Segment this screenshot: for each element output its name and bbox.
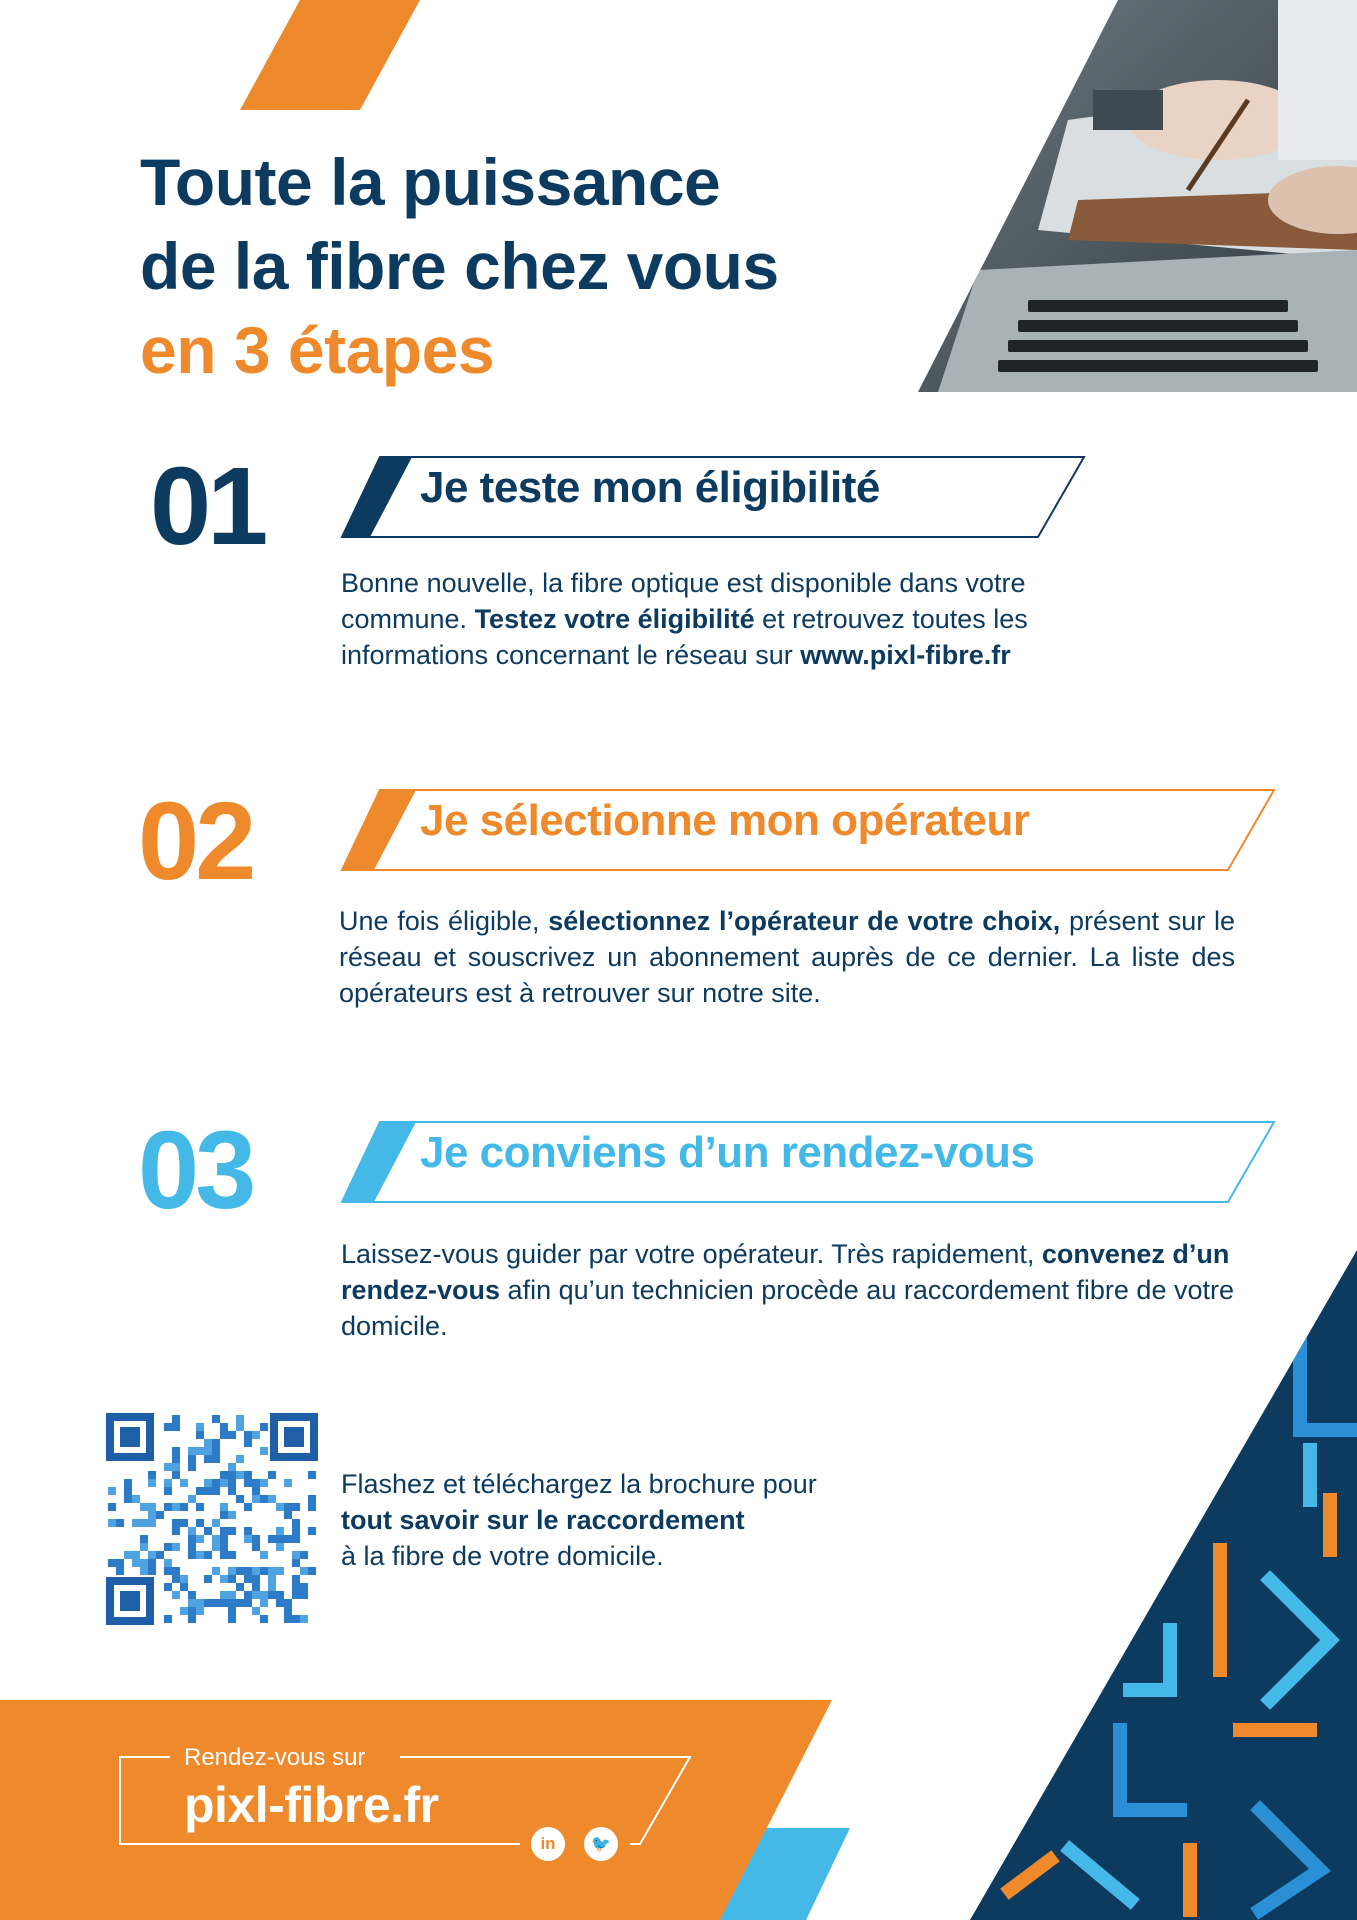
step-3-number: 03 — [138, 1109, 253, 1232]
twitter-icon[interactable]: 🐦 — [584, 1827, 618, 1861]
step-2-title: Je sélectionne mon opérateur — [420, 796, 1030, 845]
header-photo — [918, 0, 1357, 392]
step-1-text: Bonne nouvelle, la fibre optique est disponible dans votre commune. Testez votre éligibilité et retrouvez toutes les informations concernant le réseau sur www.pixl-fibre.fr — [341, 568, 1028, 670]
title-line-1: Toute la puissance — [140, 145, 721, 219]
step-2-number: 02 — [138, 780, 253, 903]
footer-label: Rendez-vous sur — [184, 1744, 366, 1771]
step-3-text: Laissez-vous guider par votre opérateur. Très rapidement, convenez d’un rendez-vous afin qu’un technicien procède au raccordement fibre de votre domicile. — [341, 1239, 1234, 1341]
title-line-2: de la fibre chez vous — [140, 229, 779, 303]
step-1-title: Je teste mon éligibilité — [420, 463, 880, 512]
qr-code[interactable] — [106, 1413, 318, 1625]
page-title — [140, 140, 779, 392]
linkedin-icon[interactable]: in — [531, 1827, 565, 1861]
pixl-pattern — [970, 1250, 1357, 1920]
top-orange-shape — [240, 0, 420, 110]
step-2-text: Une fois éligible, sélectionnez l’opérateur de votre choix, présent sur le réseau et souscrivez un abonnement auprès de ce dernier. La liste des opérateurs est à retrouver sur notre site. — [339, 906, 1235, 1008]
qr-text: Flashez et téléchargez la brochure pour tout savoir sur le raccordement à la fibre de votre domicile. — [341, 1469, 817, 1571]
step-1-number: 01 — [150, 445, 265, 568]
step-3-title: Je conviens d’un rendez-vous — [420, 1128, 1035, 1177]
footer-url-link[interactable]: pixl-fibre.fr — [184, 1777, 439, 1833]
title-line-3: en 3 étapes — [140, 313, 495, 387]
